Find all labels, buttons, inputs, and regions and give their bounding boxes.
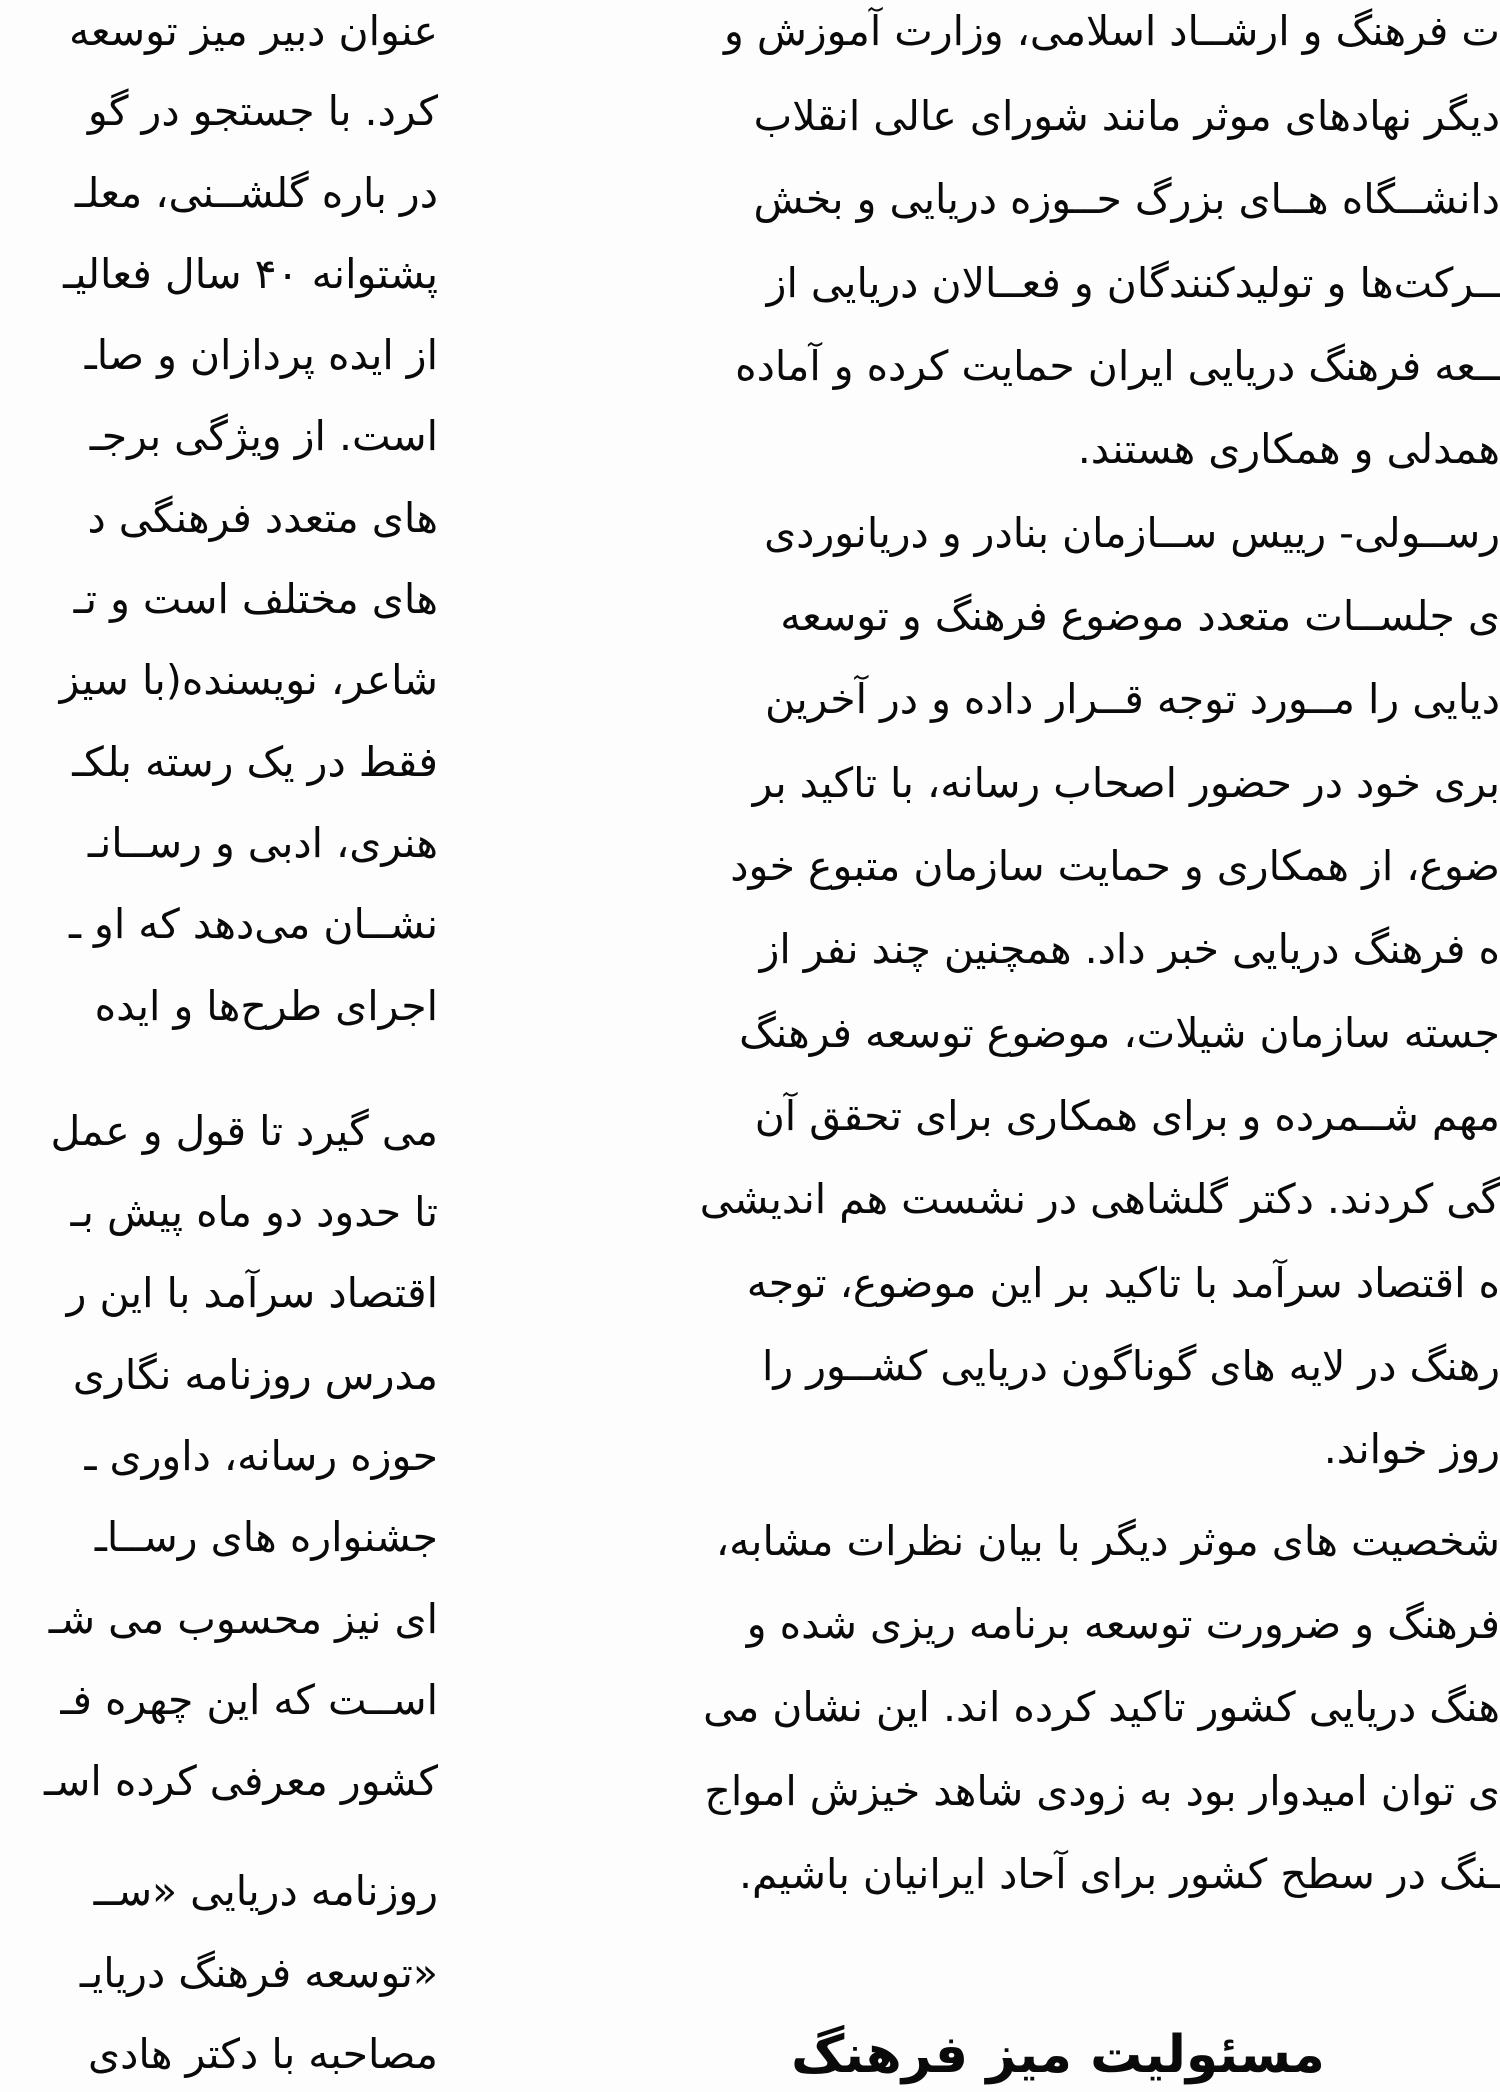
left-line: عنوان دبیر میز توسعه — [69, 7, 438, 55]
right-line: جسته سازمان شیلات، موضوع توسعه فرهنگ — [739, 1009, 1500, 1057]
left-line: ای نیز محسوب می شـ — [48, 1595, 438, 1643]
left-line: فقط در یک رسته بلکـ — [72, 738, 438, 786]
left-line: کشور معرفی کرده اسـ — [44, 1757, 438, 1805]
left-line: حوزه رسانه، داوری ـ — [84, 1432, 438, 1480]
left-line: کرد. با جستجو در گو — [87, 87, 438, 135]
right-line: ه فرهنگ دریایی خبر داد. همچنین چند نفر از — [759, 925, 1500, 973]
right-line: دانشــگاه هــای بزرگ حــوزه دریایی و بخش — [753, 175, 1500, 223]
right-line: ــرکت‌ها و تولیدکنندگان و فعــالان دریایی از — [766, 259, 1500, 307]
right-line: مهم شــمرده و برای همکاری برای تحقق آن — [754, 1092, 1500, 1140]
left-line: پشتوانه ۴۰ سال فعالیـ — [63, 250, 438, 298]
left-line: هنری، ادبی و رســانـ — [87, 819, 438, 867]
left-line: از ایده پردازان و صاـ — [84, 331, 438, 379]
left-line: «توسعه فرهنگ دریایـ — [79, 1949, 438, 1997]
right-line: هنگ دریایی کشور تاکید کرده اند. این نشان می — [703, 1683, 1500, 1731]
left-line: است. از ویژگی برجـ — [89, 412, 438, 460]
left-column — [0, 0, 450, 2092]
right-line: ضوع، از همکاری و حمایت سازمان متبوع خود — [730, 842, 1500, 890]
left-line: روزنامه دریایی «ســ — [93, 1867, 438, 1915]
right-line: ی توان امیدوار بود به زودی شاهد خیزش امواج — [704, 1767, 1500, 1815]
right-line: دیایی را مــورد توجه قــرار داده و در آخرین — [765, 675, 1500, 723]
left-line: می گیرد تا قول و عمل — [50, 1107, 438, 1155]
right-line-paragraph-end: ـنگ در سطح کشور برای آحاد ایرانیان باشیم. — [738, 1850, 1500, 1898]
left-line: مدرس روزنامه نگاری — [72, 1351, 438, 1399]
left-line: مصاحبه با دکتر هادی — [88, 2030, 438, 2078]
right-line: رســولی- رییس ســازمان بنادر و دریانوردی — [764, 509, 1500, 557]
left-line: اقتصاد سرآمد با این ر — [66, 1269, 438, 1317]
left-line: اســت که این چهره فـ — [60, 1676, 438, 1724]
right-line: شخصیت های موثر دیگر با بیان نظرات مشابه، — [715, 1517, 1500, 1565]
left-line: در باره گلشــنی، معلـ — [74, 169, 438, 217]
right-line-paragraph-end: همدلی و همکاری هستند. — [1077, 425, 1500, 473]
left-line: شاعر، نویسنده(با سیز — [59, 656, 438, 704]
left-line: تا حدود دو ماه پیش بـ — [70, 1188, 438, 1236]
right-line: بری خود در حضور اصحاب رسانه، با تاکید بر — [752, 759, 1500, 807]
right-line: گی کردند. دکتر گلشاهی در نشست هم اندیشی — [699, 1175, 1500, 1223]
right-line: ــعه فرهنگ دریایی ایران حمایت کرده و آماده — [735, 342, 1500, 390]
left-line: اجرای طرح‌ها و ایده — [94, 982, 438, 1030]
left-line: نشــان می‌دهد که او ـ — [69, 900, 438, 948]
left-line: های متعدد فرهنگی د — [87, 494, 438, 542]
right-column — [548, 0, 1500, 2092]
right-line: ه اقتصاد سرآمد با تاکید بر این موضوع، توجه — [746, 1259, 1500, 1307]
right-line: دیگر نهادهای موثر مانند شورای عالی انقلاب — [753, 92, 1500, 140]
right-line-paragraph-end: روز خواند. — [1323, 1425, 1500, 1473]
left-line: های مختلف است و تـ — [73, 575, 438, 623]
right-line: فرهنگ و ضرورت توسعه برنامه ریزی شده و — [746, 1600, 1500, 1648]
section-heading: مسئولیت میز فرهنگ — [791, 2025, 1325, 2085]
left-line: جشنواره های رســاـ — [94, 1513, 438, 1561]
right-line: ت فرهنگ و ارشــاد اسلامی، وزارت آموزش و — [724, 7, 1500, 55]
right-line: ی جلســات متعدد موضوع فرهنگ و توسعه — [780, 592, 1500, 640]
right-line: رهنگ در لایه های گوناگون دریایی کشــور را — [762, 1342, 1500, 1390]
